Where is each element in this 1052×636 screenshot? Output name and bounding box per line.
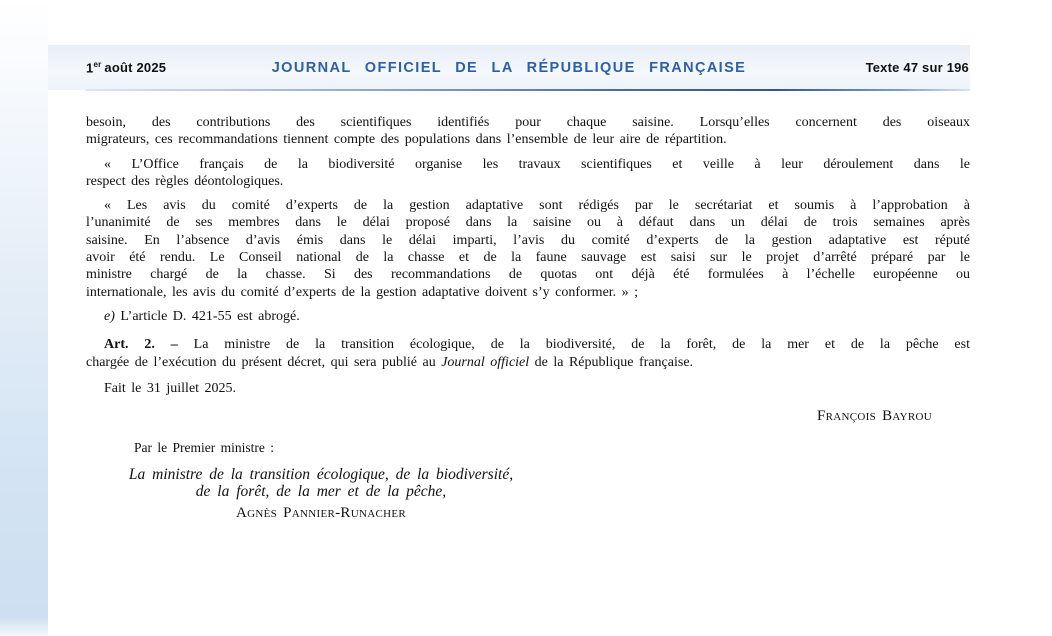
article-dash: –: [154, 337, 194, 353]
journal-title: JOURNAL OFFICIEL DE LA RÉPUBLIQUE FRANÇAISE: [271, 59, 747, 76]
texte-number: Texte 47 sur 196: [865, 60, 969, 75]
date-of-signature: Fait le 31 juillet 2025.: [104, 380, 237, 396]
paragraph-avis-comite: [86, 197, 970, 301]
minister-title-line1: La ministre de la transition écologique, de la biodiversité,: [128, 465, 514, 483]
page-left-gradient: [0, 0, 48, 636]
article-label: Art. 2.: [104, 337, 155, 353]
minister-signature-block: [86, 466, 556, 522]
issue-date-rest: août 2025: [104, 60, 167, 76]
journal-officiel-italic: Journal officiel: [441, 354, 530, 370]
body-line: « Les avis du comité d’experts de la gestion adaptative sont rédigés par le secrétariat et soumis à l’approbation à: [104, 198, 970, 214]
minister-title-line2: de la forêt, de la mer et de la pêche,: [195, 483, 447, 501]
minister-name: Agnès Pannier-Runacher: [236, 504, 406, 521]
body-line: [86, 336, 970, 353]
item-text: L’article D. 421-55 est abrogé.: [114, 308, 300, 324]
article-text: La ministre de la transition écologique, de la biodiversité, de la forêt, de la mer et de la pêche est: [193, 337, 970, 353]
issue-date-day: 1: [86, 60, 94, 76]
document-body: [86, 114, 970, 522]
body-line: « L’Office français de la biodiversité organise les travaux scientifiques et veille à leur déroulement dans le: [104, 156, 970, 172]
body-line: besoin, des contributions des scientifiques identifiés pour chaque saisine. Lorsqu’elles concernent des oiseaux: [86, 115, 970, 130]
article-text: chargée de l’exécution du présent décret, qui sera publié au: [86, 354, 442, 370]
item-marker: e): [104, 308, 115, 324]
paragraph-article-2: [86, 336, 970, 371]
paragraph-office-francais: [86, 156, 970, 191]
body-line: [86, 354, 970, 371]
body-line: l’unanimité de ses membres dans le délai proposé dans la saisine ou à défaut dans un délai de trois semaines après: [86, 215, 970, 231]
body-line: migrateurs, ces recommandations tiennent compte des populations dans l’ensemble de leur aire de répartition.: [86, 132, 727, 148]
countersign-intro: Par le Premier ministre :: [134, 440, 274, 456]
body-line: internationale, les avis du comité d’experts de la gestion adaptative doivent s’y conformer. » ;: [86, 284, 639, 300]
body-line: respect des règles déontologiques.: [86, 173, 284, 189]
paragraph-continuation: [86, 114, 970, 149]
body-line: saisine. En l’absence d’avis émis dans le délai imparti, l’avis du comité d’experts de la gestion adaptative est réputé: [86, 232, 970, 248]
issue-date: [48, 60, 198, 75]
body-line: ministre chargé de la chasse. Si des recommandations de quotas ont déjà été formulées à l’échelle européenne ou: [86, 267, 970, 283]
issue-date-ordinal: er: [93, 59, 102, 69]
prime-minister-name: François Bayrou: [817, 408, 932, 425]
paragraph-article-abroge: [86, 308, 970, 325]
header-rule: [85, 89, 970, 91]
article-text: de la République française.: [529, 354, 694, 370]
body-line: avoir été rendu. Le Conseil national de la chasse et de la faune sauvage est saisi sur le projet d’arrêté préparé par le: [86, 250, 970, 266]
page-header: [48, 45, 970, 90]
